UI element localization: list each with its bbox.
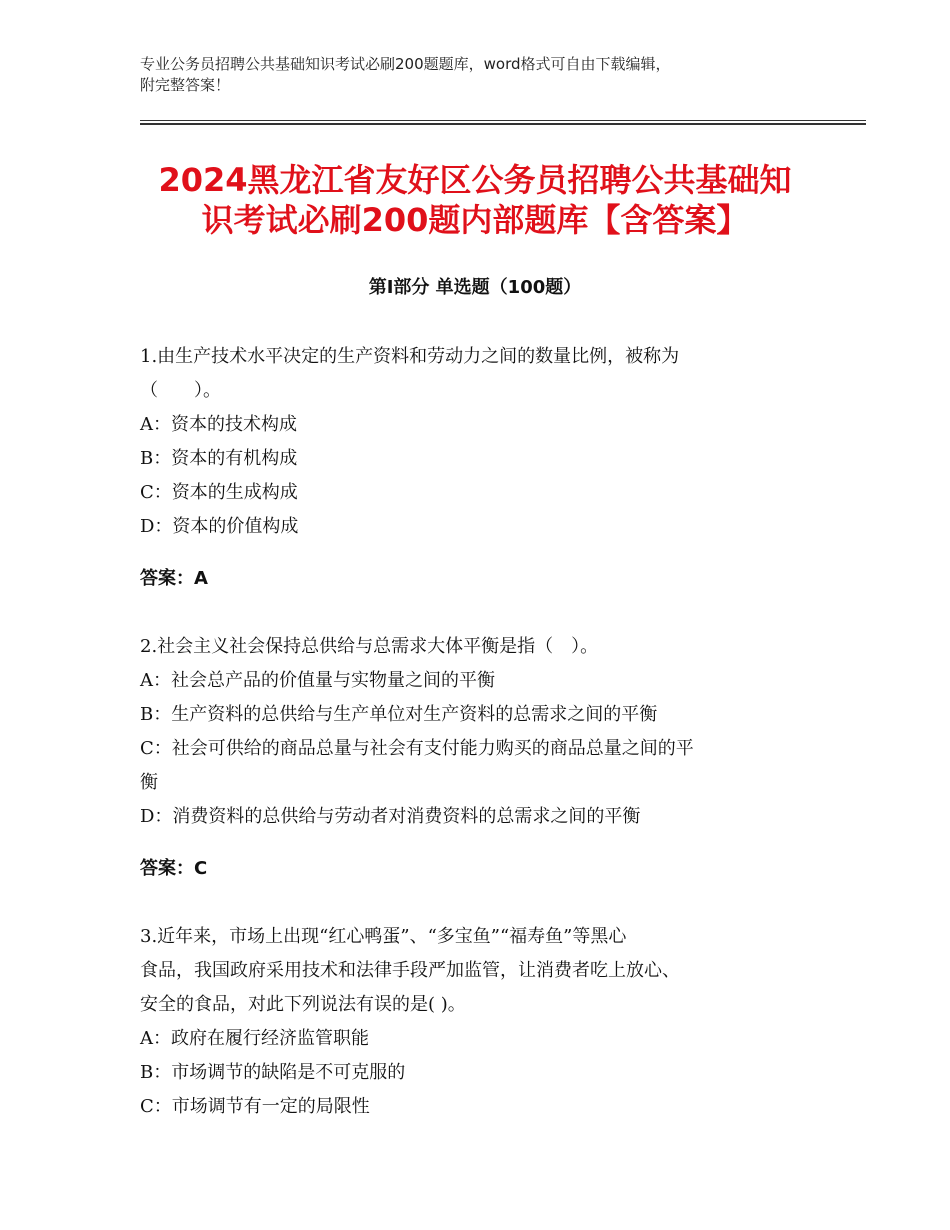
option-b: B：市场调节的缺陷是不可克服的 — [140, 1062, 406, 1083]
question-stem: 安全的食品，对此下列说法有误的是( )。 — [140, 994, 466, 1015]
question-stem: 1.由生产技术水平决定的生产资料和劳动力之间的数量比例，被称为 — [140, 346, 680, 367]
option-c: C：市场调节有一定的局限性 — [140, 1096, 370, 1117]
question-stem: （ ）。 — [140, 380, 221, 401]
option-c: C：社会可供给的商品总量与社会有支付能力购买的商品总量之间的平 — [140, 738, 694, 759]
document-title-line: 识考试必刷200题内部题库【含答案】 — [201, 201, 749, 239]
header-note — [140, 54, 840, 96]
option-a: A：政府在履行经济监管职能 — [140, 1028, 369, 1049]
question-2 — [140, 630, 820, 886]
option-a: A：社会总产品的价值量与实物量之间的平衡 — [140, 670, 495, 691]
question-3 — [140, 920, 820, 1124]
option-b: B：资本的有机构成 — [140, 448, 298, 469]
option-a: A：资本的技术构成 — [140, 414, 297, 435]
option-b: B：生产资料的总供给与生产单位对生产资料的总需求之间的平衡 — [140, 704, 658, 725]
question-stem: 2.社会主义社会保持总供给与总需求大体平衡是指（ ）。 — [140, 636, 599, 657]
option-c-continued: 衡 — [140, 772, 158, 793]
question-list — [140, 340, 820, 1158]
document-title-line: 2024黑龙江省友好区公务员招聘公共基础知 — [158, 161, 792, 199]
option-c: C：资本的生成构成 — [140, 482, 298, 503]
header-note-line: 专业公务员招聘公共基础知识考试必刷200题题库，word格式可自由下载编辑， — [140, 55, 671, 73]
answer-label: 答案：A — [140, 568, 208, 589]
section-title: 第Ⅰ部分 单选题（100题） — [368, 277, 582, 298]
option-d: D：消费资料的总供给与劳动者对消费资料的总需求之间的平衡 — [140, 806, 641, 827]
question-1 — [140, 340, 820, 596]
header-note-line: 附完整答案！ — [140, 76, 231, 94]
header-divider — [140, 120, 866, 125]
document-title — [100, 160, 850, 240]
answer-label: 答案：C — [140, 858, 208, 879]
question-stem: 3.近年来，市场上出现“红心鸭蛋”、“多宝鱼”“福寿鱼”等黑心 — [140, 926, 627, 947]
question-stem: 食品，我国政府采用技术和法律手段严加监管，让消费者吃上放心、 — [140, 960, 680, 981]
option-d: D：资本的价值构成 — [140, 516, 299, 537]
